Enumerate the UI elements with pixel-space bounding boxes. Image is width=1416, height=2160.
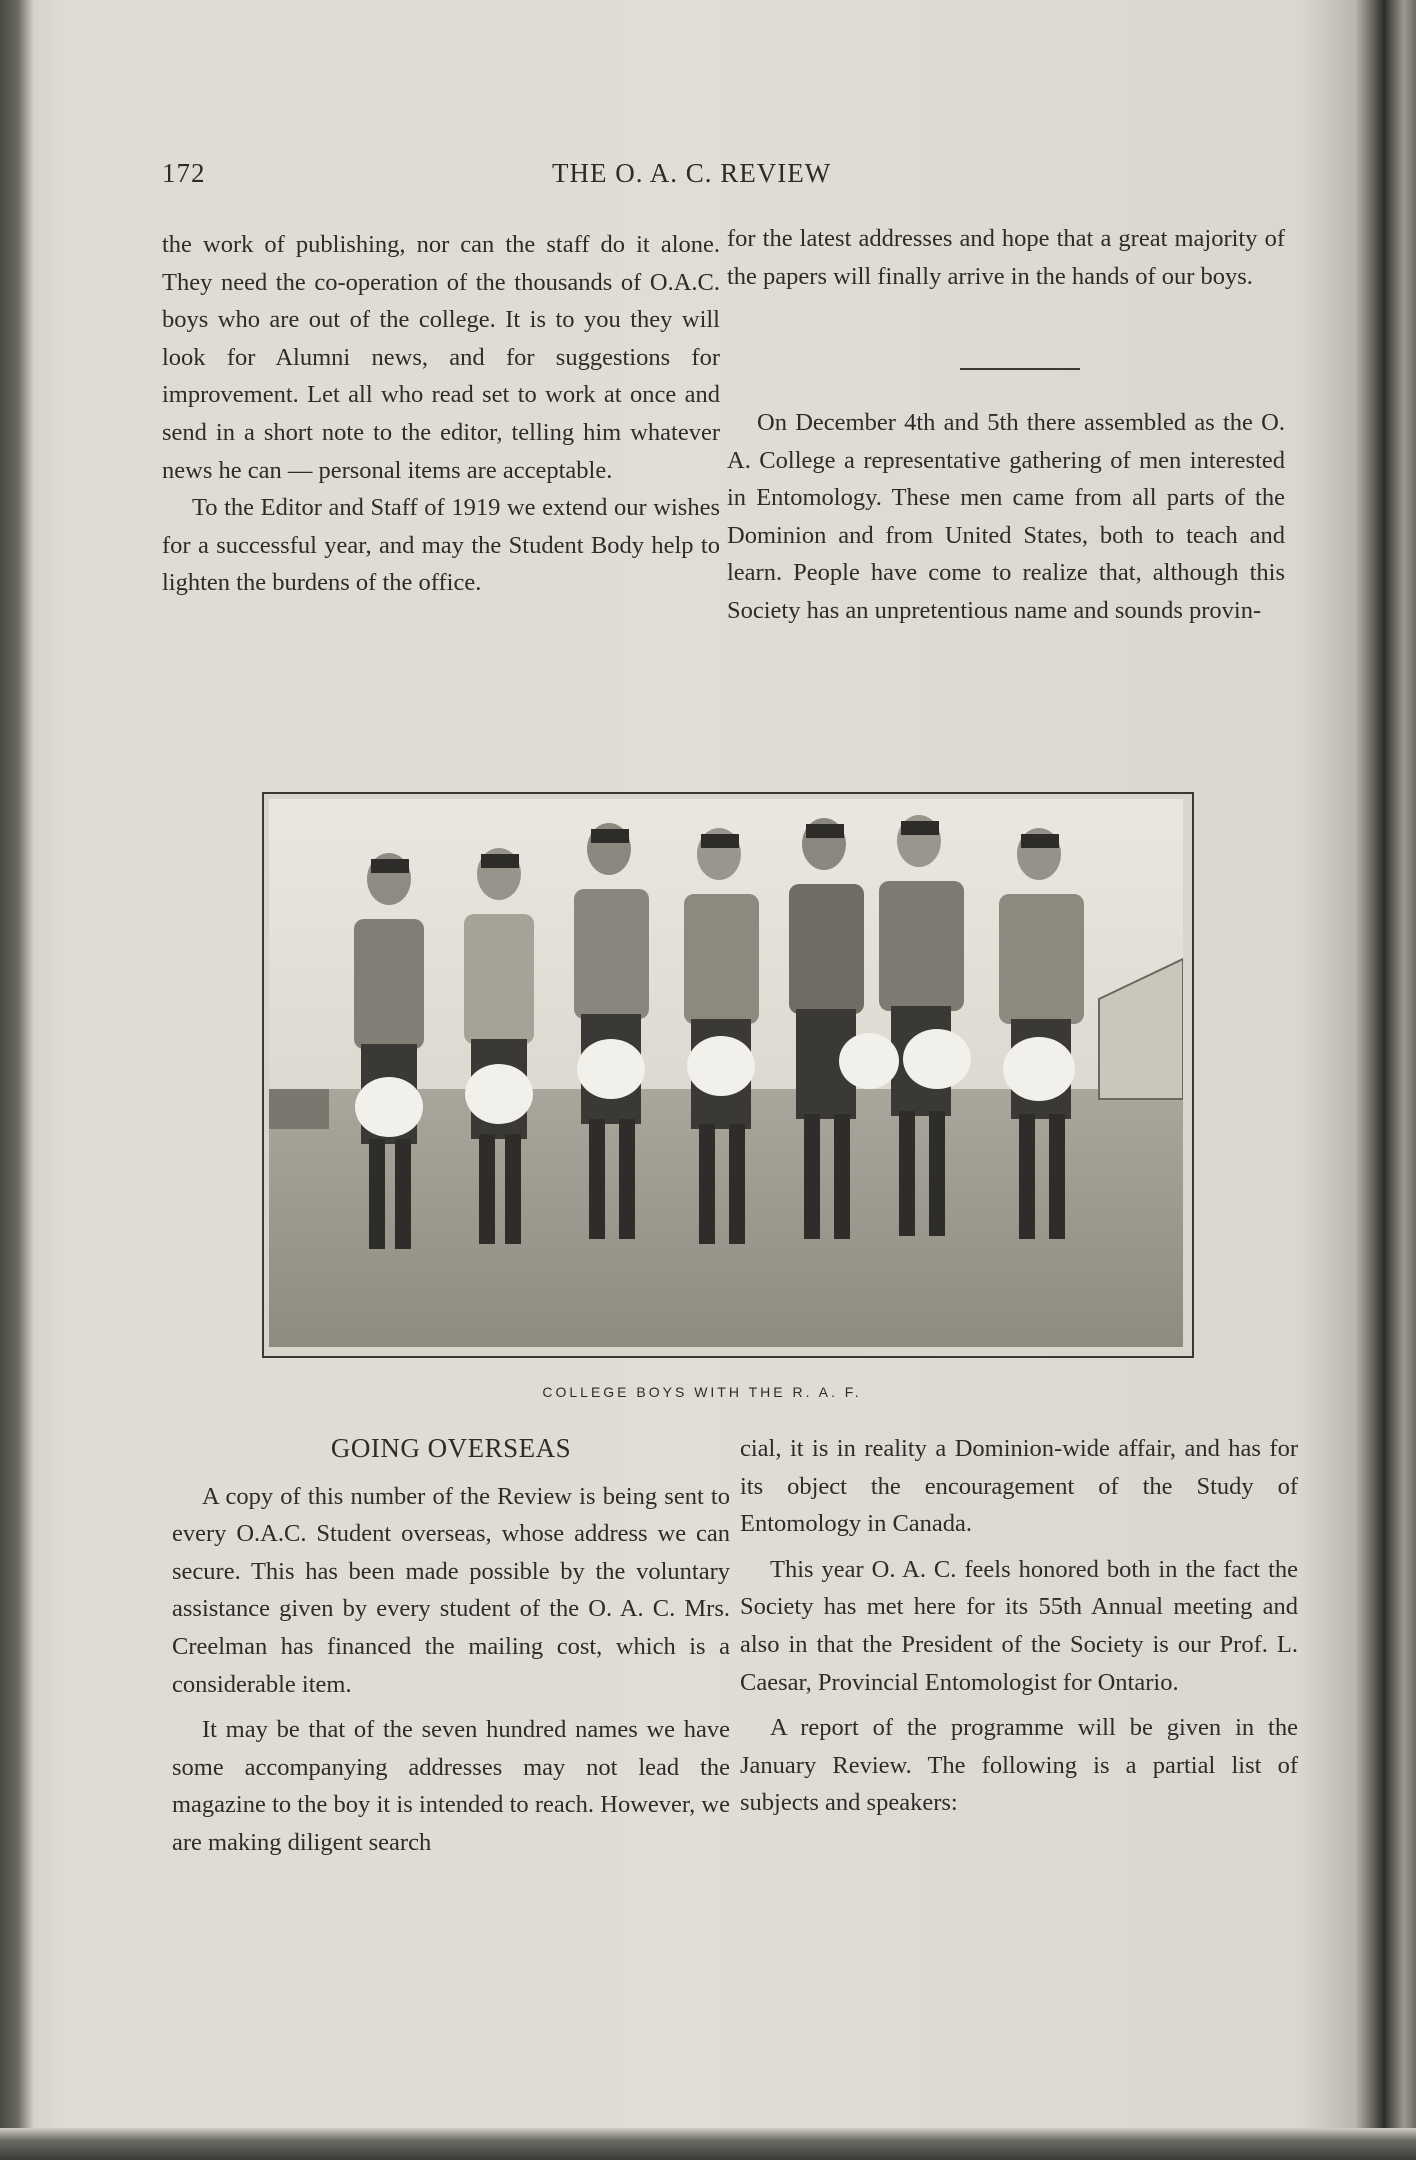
column-top-right-lower — [727, 404, 1285, 630]
column-bottom-left — [172, 1430, 730, 1862]
photo-caption: COLLEGE BOYS WITH THE R. A. F. — [542, 1384, 862, 1400]
page-edge-shadow — [0, 2128, 1416, 2160]
photograph — [269, 799, 1183, 1347]
photograph-frame — [262, 792, 1194, 1358]
paragraph: A copy of this number of the Review is being sent to every O.A.C. Student overseas, whose address we can secure. This has been made possible by the voluntary assistance given by every student of the O. A. C. Mrs. Creelman has financed the mailing cost, which is a considerable item. — [172, 1482, 730, 1698]
running-head — [32, 150, 1372, 190]
paragraph: A report of the programme will be given in the January Review. The following is a partial list of subjects and speakers: — [740, 1714, 1298, 1817]
column-top-right — [727, 220, 1285, 295]
paragraph: It may be that of the seven hundred names we have some accompanying addresses may not lead the magazine to the boy it is intended to reach. However, we are making diligent search — [172, 1716, 730, 1856]
page-number: 172 — [162, 158, 206, 188]
column-top-left — [162, 226, 720, 602]
paragraph: On December 4th and 5th there assembled as the O. A. College a representative gathering of men interested in Entomology. These men came from all parts of the Dominion and from United States, both to teach and learn. People have come to realize that, although this Society has an unpretentious name and sounds provin- — [727, 409, 1285, 624]
paragraph: cial, it is in reality a Dominion-wide affair, and has for its object the encouragement of the Study of Entomology in Canada. — [740, 1435, 1298, 1538]
paragraph: To the Editor and Staff of 1919 we extend our wishes for a successful year, and may the Student Body help to lighten the burdens of the office. — [162, 494, 720, 597]
section-heading-going-overseas: GOING OVERSEAS — [330, 1433, 572, 1463]
journal-title: THE O. A. C. REVIEW — [552, 158, 832, 188]
column-bottom-right — [740, 1430, 1298, 1822]
paragraph: for the latest addresses and hope that a great majority of the papers will finally arrive in the hands of our boys. — [727, 225, 1285, 290]
paragraph: the work of publishing, nor can the staff do it alone. They need the co-operation of the thousands of O.A.C. boys who are out of the college. It is to you they will look for Alumni news, and for suggestions for improvement. Let all who read set to work at once and send in a short note to the editor, telling him whatever news he can — personal items are acceptable. — [162, 231, 720, 484]
magazine-page — [32, 0, 1372, 2130]
group-photo-illustration — [269, 799, 1183, 1347]
photo-hut — [269, 1089, 329, 1129]
paragraph: This year O. A. C. feels honored both in the fact the Society has met here for its 55th Annual meeting and also in that the President of the Society is our Prof. L. Caesar, Provincial Entomologist for Ontario. — [740, 1555, 1298, 1696]
section-divider — [960, 368, 1080, 370]
